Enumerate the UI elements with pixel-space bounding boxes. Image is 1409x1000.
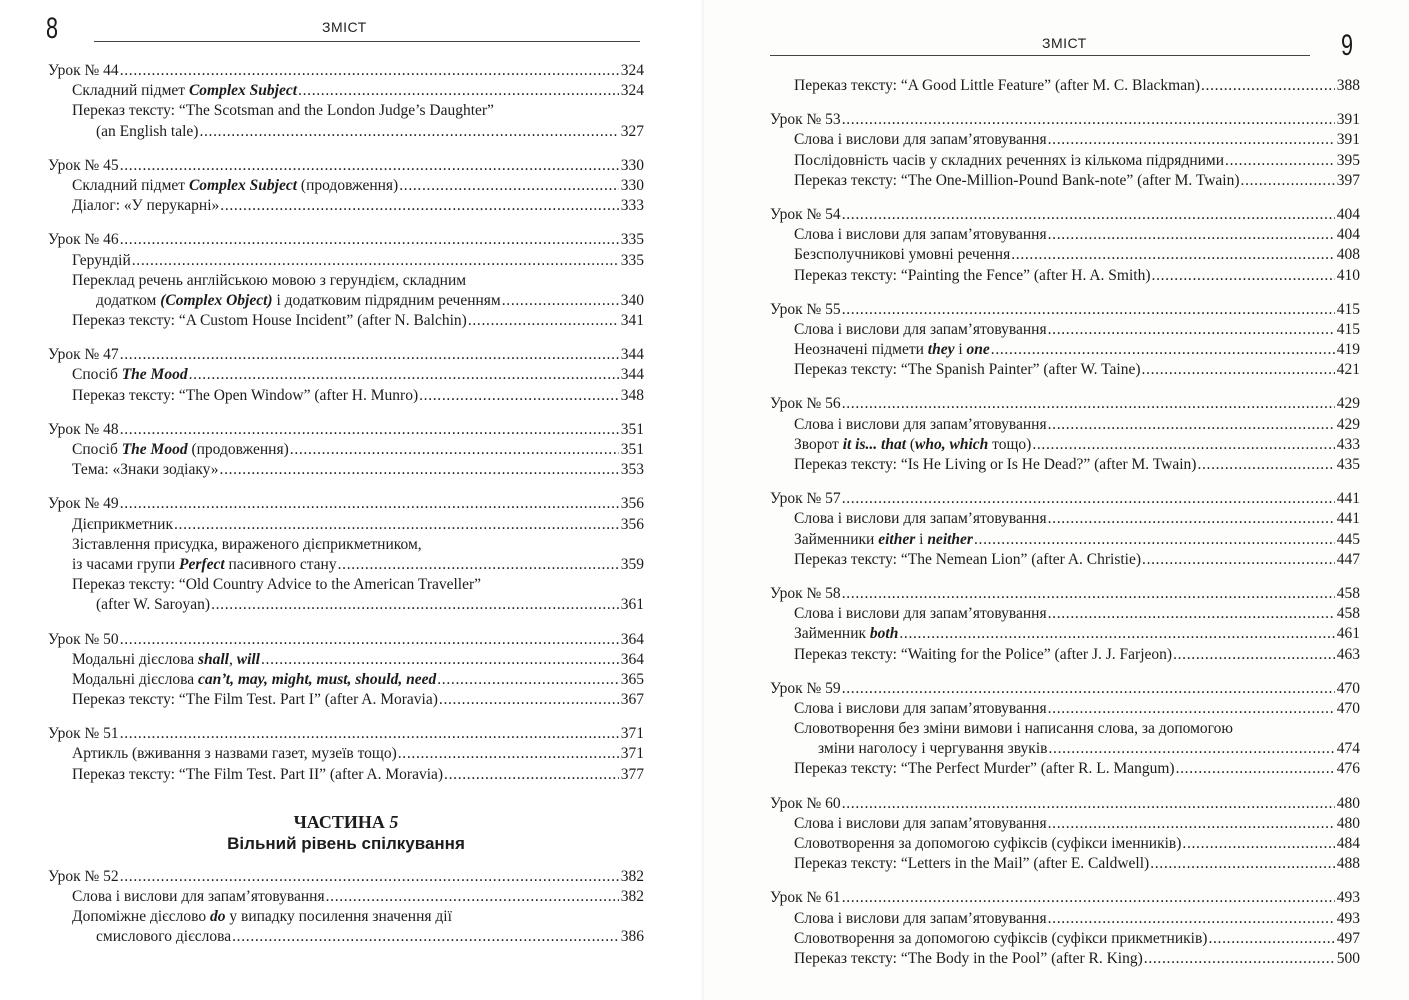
toc-entry[interactable]: Переказ тексту: “The Open Window” (after H. Munro) . . . 348	[48, 386, 644, 406]
toc-entry[interactable]: Складний підмет Complex Subject . . . 324	[48, 81, 644, 101]
toc-entry[interactable]: Переказ тексту: “The Spanish Painter” (after W. Taine) . . . 421	[770, 360, 1360, 380]
toc-lesson[interactable]: Урок № 59 . . . 470	[770, 679, 1360, 699]
toc-entry[interactable]: Зіставлення присудка, вираженого дієприкметником,	[72, 535, 422, 553]
toc-group	[770, 394, 1360, 475]
toc-lesson[interactable]: Урок № 47 . . . 344	[48, 345, 644, 365]
toc-lesson[interactable]: Урок № 54 . . . 404	[770, 205, 1360, 225]
toc-lesson[interactable]: Урок № 46 . . . 335	[48, 230, 644, 250]
toc-entry[interactable]: Переказ тексту: “The Film Test. Part II” (after A. Moravia) . . . 377	[48, 765, 644, 785]
toc-entry[interactable]: Словотворення за допомогою суфіксів (суфікси іменників) . . . 484	[770, 834, 1360, 854]
header-rule	[770, 55, 1310, 56]
toc-entry[interactable]: Модальні дієслова shall, will . . . 364	[48, 650, 644, 670]
toc-entry[interactable]: Переказ тексту: “Is He Living or Is He Dead?” (after M. Twain) . . . 435	[770, 455, 1360, 475]
toc-entry[interactable]: Слова і вислови для запам’ятовування . . . 470	[770, 699, 1360, 719]
toc-lesson[interactable]: Урок № 51 . . . 371	[48, 724, 644, 744]
toc-entry[interactable]: Переказ тексту: “The Scotsman and the London Judge’s Daughter”	[72, 102, 494, 120]
toc-group	[48, 156, 644, 217]
toc-entry[interactable]: Слова і вислови для запам’ятовування . . . 493	[770, 909, 1360, 929]
right-page	[704, 0, 1409, 1000]
toc-entry[interactable]: Артикль (вживання з назвами газет, музеїв тощо) . . . 371	[48, 744, 644, 764]
toc-entry[interactable]: Переказ тексту: “The Perfect Murder” (after R. L. Mangum) . . . 476	[770, 759, 1360, 779]
toc-entry[interactable]: Переказ тексту: “The One-Million-Pound Bank-note” (after M. Twain) . . . 397	[770, 171, 1360, 191]
toc-lesson[interactable]: Урок № 45 . . . 330	[48, 156, 644, 176]
toc-entry[interactable]: Слова і вислови для запам’ятовування . . . 458	[770, 604, 1360, 624]
toc-entry[interactable]: Складний підмет Complex Subject (продовження) . . . 330	[48, 176, 644, 196]
toc-entry[interactable]: Займенник both . . . 461	[770, 624, 1360, 644]
toc-lesson[interactable]: Урок № 44 . . . 324	[48, 61, 644, 81]
toc-group	[770, 584, 1360, 665]
toc-group	[48, 724, 644, 785]
toc-entry[interactable]: Переказ тексту: “Old Country Advice to the American Traveller”	[72, 576, 482, 594]
toc-lesson[interactable]: Урок № 48 . . . 351	[48, 420, 644, 440]
toc-entry[interactable]: Словотворення за допомогою суфіксів (суфікси прикметників) . . . 497	[770, 929, 1360, 949]
part-heading	[48, 811, 644, 855]
toc-group	[48, 630, 644, 711]
toc-group	[770, 794, 1360, 875]
toc-entry[interactable]: Спосіб The Mood (продовження) . . . 351	[48, 440, 644, 460]
toc-entry-continuation[interactable]: (an English tale) . . . 327	[48, 122, 644, 142]
toc-lesson[interactable]: Урок № 49 . . . 356	[48, 494, 644, 514]
toc-entry[interactable]: Неозначені підмети they і one . . . 419	[770, 340, 1360, 360]
toc-group	[48, 420, 644, 481]
toc-entry[interactable]: Переказ тексту: “The Film Test. Part I” (after A. Moravia) . . . 367	[48, 690, 644, 710]
toc-entry[interactable]: Переклад речень англійською мовою з герундієм, складним	[72, 271, 467, 289]
toc-entry[interactable]: Переказ тексту: “Letters in the Mail” (after E. Caldwell) . . . 488	[770, 854, 1360, 874]
toc-entry[interactable]: Слова і вислови для запам’ятовування . . . 429	[770, 415, 1360, 435]
toc-entry-continuation[interactable]: із часами групи Perfect пасивного стану . . . 359	[48, 555, 644, 575]
running-title: ЗМІСТ	[1042, 35, 1087, 51]
toc-entry-continuation[interactable]: зміни наголосу і чергування звуків . . . 474	[770, 739, 1360, 759]
toc-group	[770, 76, 1360, 96]
toc-entry-continuation[interactable]: смислового дієслова . . . 386	[48, 927, 644, 947]
toc-entry[interactable]: Переказ тексту: “Waiting for the Police” (after J. J. Farjeon) . . . 463	[770, 645, 1360, 665]
toc-entry[interactable]: Слова і вислови для запам’ятовування . . . 480	[770, 814, 1360, 834]
toc-group	[770, 888, 1360, 969]
part-title: Вільний рівень спілкування	[227, 833, 465, 853]
left-page	[0, 0, 704, 1000]
toc-entry[interactable]: Переказ тексту: “Painting the Fence” (after H. A. Smith) . . . 410	[770, 266, 1360, 286]
toc-entry[interactable]: Допоміжне дієслово do у випадку посилення значення дії	[72, 908, 452, 926]
toc-group	[770, 205, 1360, 286]
toc-entry[interactable]: Слова і вислови для запам’ятовування . . . 415	[770, 320, 1360, 340]
toc-lesson[interactable]: Урок № 56 . . . 429	[770, 394, 1360, 414]
toc-entry[interactable]: Слова і вислови для запам’ятовування . . . 391	[770, 130, 1360, 150]
toc-lesson[interactable]: Урок № 53 . . . 391	[770, 110, 1360, 130]
toc-group	[770, 679, 1360, 780]
toc-entry-continuation[interactable]: додатком (Complex Object) і додатковим підрядним реченням . . . 340	[48, 291, 644, 311]
toc-group	[770, 489, 1360, 570]
toc-entry[interactable]: Тема: «Знаки зодіаку» . . . 353	[48, 460, 644, 480]
toc-entry[interactable]: Спосіб The Mood . . . 344	[48, 365, 644, 385]
toc-lesson[interactable]: Урок № 61 . . . 493	[770, 888, 1360, 908]
toc-entry[interactable]: Переказ тексту: “The Nemean Lion” (after A. Christie) . . . 447	[770, 550, 1360, 570]
header-rule	[94, 41, 640, 42]
toc-group	[48, 61, 644, 142]
toc-group	[48, 230, 644, 331]
toc-entry[interactable]: Переказ тексту: “The Body in the Pool” (after R. King) . . . 500	[770, 949, 1360, 969]
toc-group	[770, 300, 1360, 381]
toc-entry[interactable]: Переказ тексту: “A Custom House Incident” (after N. Balchin) . . . 341	[48, 311, 644, 331]
toc-group	[770, 110, 1360, 191]
toc-list	[770, 76, 1360, 983]
toc-group	[48, 345, 644, 406]
toc-lesson[interactable]: Урок № 50 . . . 364	[48, 630, 644, 650]
part-number: ЧАСТИНА 5	[293, 811, 399, 832]
toc-entry[interactable]: Слова і вислови для запам’ятовування . . . 441	[770, 509, 1360, 529]
toc-entry[interactable]: Дієприкметник . . . 356	[48, 515, 644, 535]
toc-entry[interactable]: Слова і вислови для запам’ятовування . . . 404	[770, 225, 1360, 245]
toc-entry[interactable]: Послідовність часів у складних реченнях із кількома підрядними . . . 395	[770, 151, 1360, 171]
toc-entry[interactable]: Зворот it is... that (who, which тощо) . . . 433	[770, 435, 1360, 455]
toc-group	[48, 867, 644, 948]
toc-lesson[interactable]: Урок № 60 . . . 480	[770, 794, 1360, 814]
running-title: ЗМІСТ	[322, 19, 367, 35]
toc-entry[interactable]: Діалог: «У перукарні» . . . 333	[48, 196, 644, 216]
toc-entry[interactable]: Переказ тексту: “A Good Little Feature” (after M. C. Blackman) . . . 388	[770, 76, 1360, 96]
toc-entry[interactable]: Модальні дієслова can’t, may, might, must, should, need . . . 365	[48, 670, 644, 690]
toc-lesson[interactable]: Урок № 57 . . . 441	[770, 489, 1360, 509]
toc-list	[48, 61, 644, 962]
toc-entry-continuation[interactable]: (after W. Saroyan) . . . 361	[48, 595, 644, 615]
toc-lesson[interactable]: Урок № 55 . . . 415	[770, 300, 1360, 320]
toc-lesson[interactable]: Урок № 58 . . . 458	[770, 584, 1360, 604]
toc-entry[interactable]: Герундій . . . 335	[48, 251, 644, 271]
page-number: 8	[46, 12, 59, 45]
toc-entry[interactable]: Словотворення без зміни вимови і написання слова, за допомогою	[794, 720, 1233, 738]
toc-entry[interactable]: Слова і вислови для запам’ятовування . . . 382	[48, 887, 644, 907]
toc-entry[interactable]: Безсполучникові умовні речення . . . 408	[770, 245, 1360, 265]
toc-entry[interactable]: Займенники either і neither . . . 445	[770, 530, 1360, 550]
toc-group	[48, 494, 644, 615]
toc-lesson[interactable]: Урок № 52 . . . 382	[48, 867, 644, 887]
page-number: 9	[1341, 29, 1354, 62]
